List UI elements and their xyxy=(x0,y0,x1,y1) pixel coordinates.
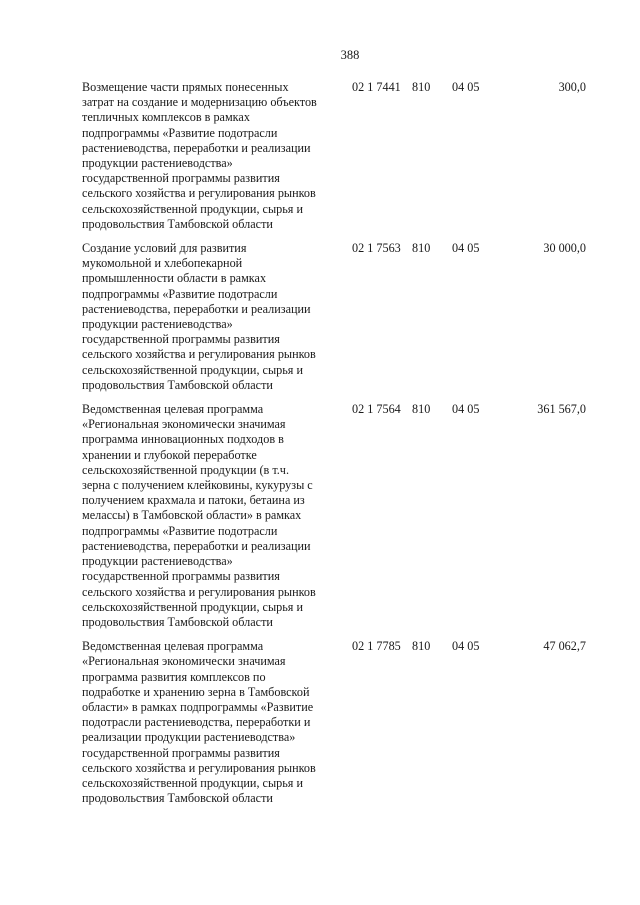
description-line: подпрограммы «Развитие подотрасли xyxy=(82,523,278,538)
section-code: 04 05 xyxy=(452,241,480,256)
section-code: 04 05 xyxy=(452,80,480,94)
description-line: продукции растениеводства» xyxy=(82,554,233,569)
description-line: растениеводства, переработки и реализации xyxy=(82,538,311,553)
row-description xyxy=(82,80,344,232)
description-line: государственной программы развития xyxy=(82,332,280,347)
target-article-code: 02 1 7563 xyxy=(352,241,401,256)
amount: 300,0 xyxy=(558,80,586,94)
description-line: сельскохозяйственной продукции (в т.ч. xyxy=(82,462,289,477)
expense-type-code: 810 xyxy=(412,80,431,94)
description-line: подпрограммы «Развитие подотрасли xyxy=(82,286,278,301)
description-line: Ведомственная целевая программа xyxy=(82,402,264,417)
budget-table xyxy=(82,80,602,815)
description-line: Ведомственная целевая программа xyxy=(82,639,264,654)
section-code: 04 05 xyxy=(452,639,480,654)
description-line: продовольствия Тамбовской области xyxy=(82,791,273,806)
target-article-code: 02 1 7785 xyxy=(352,639,401,654)
description-line: государственной программы развития xyxy=(82,745,280,760)
description-line: сельского хозяйства и регулирования рынков xyxy=(82,584,316,599)
description-line: продукции растениеводства» xyxy=(82,317,233,332)
table-row xyxy=(82,80,602,232)
description-line: промышленности области в рамках xyxy=(82,271,267,286)
row-description xyxy=(82,639,344,806)
description-line: продовольствия Тамбовской области xyxy=(82,614,273,629)
description-line: подработке и хранению зерна в Тамбовской xyxy=(82,684,310,699)
description-line: сельскохозяйственной продукции, сырья и xyxy=(82,362,303,377)
description-line: хранении и глубокой переработке xyxy=(82,447,257,462)
target-article-code: 02 1 7564 xyxy=(352,402,401,417)
description-line: программа инновационных подходов в xyxy=(82,432,284,447)
description-line: сельскохозяйственной продукции, сырья и xyxy=(82,599,303,614)
description-line: Возмещение части прямых понесенных xyxy=(82,80,289,94)
description-line: государственной программы развития xyxy=(82,171,280,186)
description-line: зерна с получением клейковины, кукурузы с xyxy=(82,478,313,493)
description-line: подпрограммы «Развитие подотрасли xyxy=(82,125,278,140)
page-number: 388 xyxy=(340,48,360,62)
description-line: Создание условий для развития xyxy=(82,241,247,256)
row-description xyxy=(82,241,344,393)
description-line: реализации продукции растениеводства» xyxy=(82,730,296,745)
description-line: растениеводства, переработки и реализации xyxy=(82,140,311,155)
expense-type-code: 810 xyxy=(412,402,431,417)
description-line: программа развития комплексов по xyxy=(82,669,266,684)
description-line: сельского хозяйства и регулирования рынков xyxy=(82,760,316,775)
description-line: затрат на создание и модернизацию объектов xyxy=(82,95,317,110)
description-line: «Региональная экономически значимая xyxy=(82,417,286,432)
expense-type-code: 810 xyxy=(412,639,431,654)
description-line: государственной программы развития xyxy=(82,569,280,584)
description-line: тепличных комплексов в рамках xyxy=(82,110,250,125)
expense-type-code: 810 xyxy=(412,241,431,256)
description-line: сельскохозяйственной продукции, сырья и xyxy=(82,201,303,216)
description-line: получением крахмала и патоки, бетаина из xyxy=(82,493,305,508)
description-line: сельского хозяйства и регулирования рынков xyxy=(82,186,316,201)
target-article-code: 02 1 7441 xyxy=(352,80,401,94)
row-description xyxy=(82,402,344,630)
description-line: сельскохозяйственной продукции, сырья и xyxy=(82,775,303,790)
table-row xyxy=(82,639,602,806)
description-line: растениеводства, переработки и реализации xyxy=(82,301,311,316)
description-line: области» в рамках подпрограммы «Развитие xyxy=(82,699,314,714)
amount: 361 567,0 xyxy=(537,402,586,417)
description-line: мукомольной и хлебопекарной xyxy=(82,256,243,271)
description-line: сельского хозяйства и регулирования рынков xyxy=(82,347,316,362)
description-line: «Региональная экономически значимая xyxy=(82,654,286,669)
description-line: подотрасли растениеводства, переработки и xyxy=(82,715,311,730)
section-code: 04 05 xyxy=(452,402,480,417)
amount: 47 062,7 xyxy=(543,639,586,654)
amount: 30 000,0 xyxy=(543,241,586,256)
table-row xyxy=(82,402,602,630)
description-line: мелассы) в Тамбовской области» в рамках xyxy=(82,508,302,523)
description-line: продовольствия Тамбовской области xyxy=(82,216,273,231)
description-line: продукции растениеводства» xyxy=(82,156,233,171)
table-row xyxy=(82,241,602,393)
description-line: продовольствия Тамбовской области xyxy=(82,377,273,392)
